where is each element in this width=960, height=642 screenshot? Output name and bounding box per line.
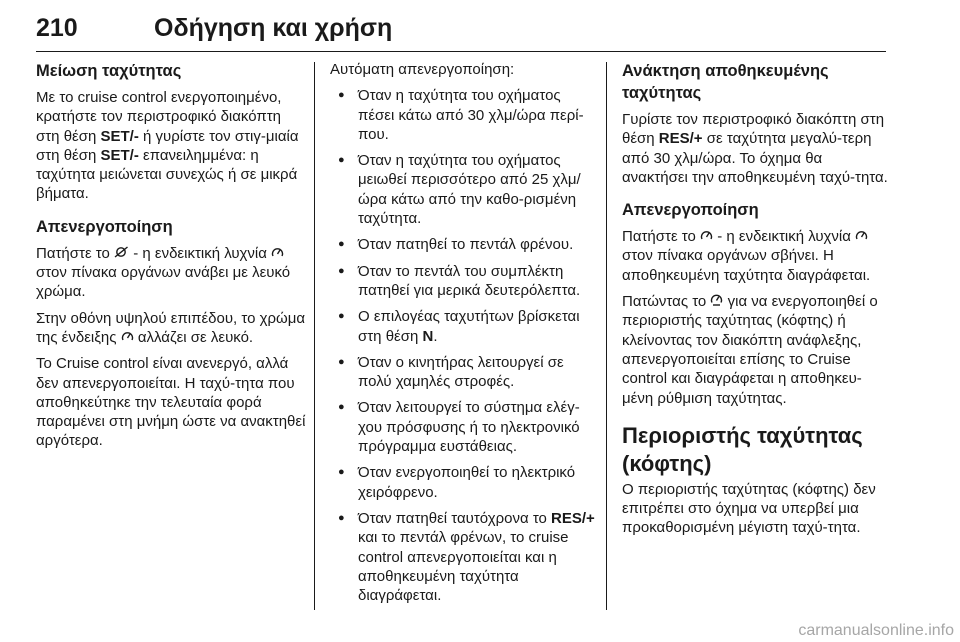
list-item: ● Όταν η ταχύτητα του οχήματος μειωθεί περισσότερο από 25 χλμ/ώρα κάτω από την καθο-ρισμένη ταχύτητα.: [330, 151, 600, 228]
list-item: ● Όταν λειτουργεί το σύστημα ελέγ-χου πρόσφυσης ή το ηλεκτρονικό πρόγραμμα ευστάθειας.: [330, 398, 600, 456]
list-item: ● Όταν πατηθεί ταυτόχρονα το RES/+ και το πεντάλ φρένων, το cruise control απενεργοποιείται και η αποθηκευμένη ταχύτητα διαγράφεται.: [330, 509, 600, 605]
paragraph-deactivate: Πατήστε το - η ενδεικτική λυχνία στον πίνακα οργάνων ανάβει με λευκό χρώμα.: [36, 244, 291, 301]
page-number: 210: [36, 14, 78, 42]
limiter-icon: [710, 294, 723, 309]
column-divider-1: [314, 62, 315, 610]
cruise-lamp-icon: [121, 330, 134, 345]
column-3: [622, 60, 890, 545]
watermark: carmanualsonline.info: [798, 622, 954, 639]
header-divider: [36, 51, 886, 52]
column-1: [36, 60, 306, 458]
auto-deactivation-list: [330, 86, 600, 605]
cruise-lamp-icon: [855, 229, 868, 244]
list-item: ● Όταν η ταχύτητα του οχήματος πέσει κάτω από 30 χλμ/ώρα περί-που.: [330, 86, 600, 144]
paragraph-inactive: Το Cruise control είναι ανενεργό, αλλά δεν απενεργοποιείται. Η ταχύ-τητα που αποθηκεύτηκε την τελευταία φορά παραμένει στη μνήμη ώστε να ανακτηθεί αργότερα.: [36, 355, 306, 450]
list-item: ● Όταν ο κινητήρας λειτουργεί σε πολύ χαμηλές στροφές.: [330, 353, 600, 392]
cruise-off-icon: [114, 246, 129, 261]
heading-deactivation: Απενεργοποίηση: [622, 201, 759, 220]
paragraph-deactivate: Πατήστε το - η ενδεικτική λυχνία στον πίνακα οργάνων σβήνει. Η αποθηκευμένη ταχύτητα διαγράφεται.: [622, 228, 871, 284]
auto-deactivation-intro: Αυτόματη απενεργοποίηση:: [330, 61, 515, 78]
paragraph-display: Στην οθόνη υψηλού επιπέδου, το χρώμα της ένδειξης αλλάζει σε λευκό.: [36, 309, 306, 346]
heading-recall-speed: Ανάκτηση αποθηκευμένης ταχύτητας: [622, 62, 829, 102]
column-divider-2: [606, 62, 607, 610]
page-header: [36, 8, 886, 50]
list-item: ● Όταν το πεντάλ του συμπλέκτη πατηθεί για μερικά δευτερόλεπτα.: [330, 262, 600, 301]
heading-deactivation: Απενεργοποίηση: [36, 217, 173, 236]
heading-speed-reduction: Μείωση ταχύτητας: [36, 62, 182, 80]
list-item: ● Όταν πατηθεί το πεντάλ φρένου.: [330, 235, 600, 254]
paragraph-recall: Γυρίστε τον περιστροφικό διακόπτη στη θέση RES/+ σε ταχύτητα μεγαλύ-τερη από 30 χλμ/ώρα. Το όχημα θα ανακτήσει την αποθηκευμένη ταχύ-τητα.: [622, 111, 888, 186]
paragraph-limiter: Ο περιοριστής ταχύτητας (κόφτης) δεν επιτρέπει στο όχημα να υπερβεί μια προκαθορισμένη μέγιστη ταχύ-τητα.: [622, 480, 876, 537]
paragraph-reduce: Με το cruise control ενεργοποιημένο, κρατήστε τον περιστροφικό διακόπτη στη θέση SET/- ή γυρίστε τον στιγ-μιαία στη θέση SET/- επανειλημμένα: η ταχύτητα μειώνεται συνεχώς ή σε μικρά βήματα.: [36, 89, 299, 203]
heading-speed-limiter: Περιοριστής ταχύτητας (κόφτης): [622, 422, 863, 476]
cruise-lamp-icon: [271, 246, 284, 261]
list-item: ● Όταν ενεργοποιηθεί το ηλεκτρικό χειρόφρενο.: [330, 463, 600, 502]
list-item: ● Ο επιλογέας ταχυτήτων βρίσκεται στη θέση N.: [330, 307, 600, 346]
column-2: [330, 60, 600, 612]
cruise-lamp-icon: [700, 229, 713, 244]
paragraph-limiter-activation: Πατώντας το για να ενεργοποιηθεί ο περιοριστής ταχύτητας (κόφτης) ή κλείνοντας τον διακόπτη ανάφλεξης, απενεργοποιείται επίσης το Cruise control και διαγράφεται η αποθηκευ-μένη ρύθμιση ταχύτητας.: [622, 293, 878, 407]
page-title: Οδήγηση και χρήση: [154, 14, 393, 42]
